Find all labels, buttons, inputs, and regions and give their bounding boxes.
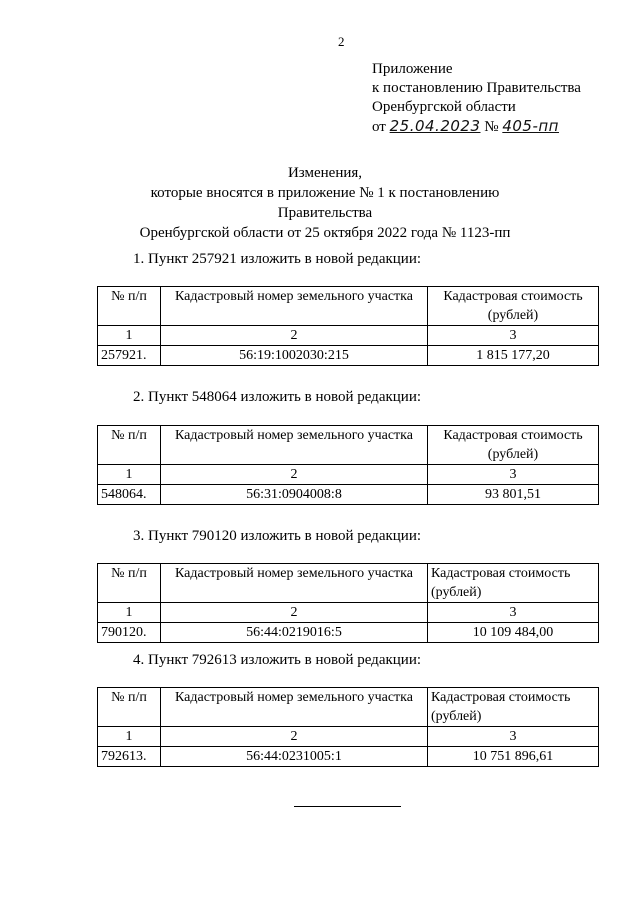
index-2: 2 xyxy=(161,465,428,485)
row-value: 10 109 484,00 xyxy=(428,623,599,643)
header-num: № п/п xyxy=(98,688,161,727)
index-3: 3 xyxy=(428,727,599,747)
appendix-date-line xyxy=(372,117,581,137)
index-1: 1 xyxy=(98,603,161,623)
index-3: 3 xyxy=(428,326,599,346)
header-value: Кадастровая стоимость (рублей) xyxy=(428,688,599,727)
index-2: 2 xyxy=(161,326,428,346)
appendix-header xyxy=(372,60,581,137)
page-number: 2 xyxy=(338,34,345,49)
index-2: 2 xyxy=(161,603,428,623)
header-num: № п/п xyxy=(98,287,161,326)
row-num: 792613. xyxy=(98,747,161,767)
table-index-row xyxy=(98,465,599,485)
table-header-row xyxy=(98,564,599,603)
table-index-row xyxy=(98,603,599,623)
row-value: 93 801,51 xyxy=(428,485,599,505)
row-value: 1 815 177,20 xyxy=(428,346,599,366)
table-row xyxy=(98,747,599,767)
header-num: № п/п xyxy=(98,564,161,603)
section-heading: 3. Пункт 790120 изложить в новой редакции: xyxy=(133,528,422,544)
row-cadastral: 56:44:0219016:5 xyxy=(161,623,428,643)
cadastral-table xyxy=(97,563,599,643)
appendix-line-3: Оренбургской области xyxy=(372,99,516,115)
row-num: 790120. xyxy=(98,623,161,643)
table-header-row xyxy=(98,426,599,465)
row-cadastral: 56:44:0231005:1 xyxy=(161,747,428,767)
table-row xyxy=(98,485,599,505)
row-value: 10 751 896,61 xyxy=(428,747,599,767)
handwritten-number: 405-пп xyxy=(502,117,559,135)
index-3: 3 xyxy=(428,603,599,623)
appendix-line-1: Приложение xyxy=(372,61,453,77)
section-heading: 2. Пункт 548064 изложить в новой редакции: xyxy=(133,389,422,405)
title-line-3: Оренбургской области от 25 октября 2022 года № 1123-пп xyxy=(139,225,511,241)
table-header-row xyxy=(98,287,599,326)
row-cadastral: 56:19:1002030:215 xyxy=(161,346,428,366)
index-2: 2 xyxy=(161,727,428,747)
section-heading: 1. Пункт 257921 изложить в новой редакции: xyxy=(133,251,422,267)
date-prefix: от xyxy=(372,119,386,135)
table-index-row xyxy=(98,326,599,346)
cadastral-table xyxy=(97,687,599,767)
row-cadastral: 56:31:0904008:8 xyxy=(161,485,428,505)
appendix-line-2: к постановлению Правительства xyxy=(372,80,581,96)
index-3: 3 xyxy=(428,465,599,485)
row-num: 257921. xyxy=(98,346,161,366)
closing-divider xyxy=(294,806,401,807)
table-row xyxy=(98,346,599,366)
cadastral-table xyxy=(97,286,599,366)
title-line-2: которые вносятся в приложение № 1 к постановлению Правительства xyxy=(150,185,500,221)
section-heading: 4. Пункт 792613 изложить в новой редакции: xyxy=(133,652,422,668)
table-header-row xyxy=(98,688,599,727)
header-value: Кадастровая стоимость (рублей) xyxy=(428,426,599,465)
index-1: 1 xyxy=(98,465,161,485)
table-row xyxy=(98,623,599,643)
index-1: 1 xyxy=(98,326,161,346)
header-cadastral: Кадастровый номер земельного участка xyxy=(161,688,428,727)
header-value: Кадастровая стоимость (рублей) xyxy=(428,287,599,326)
header-cadastral: Кадастровый номер земельного участка xyxy=(161,426,428,465)
header-num: № п/п xyxy=(98,426,161,465)
header-cadastral: Кадастровый номер земельного участка xyxy=(161,564,428,603)
title-line-1: Изменения, xyxy=(287,165,363,181)
number-sign: № xyxy=(484,119,499,135)
header-cadastral: Кадастровый номер земельного участка xyxy=(161,287,428,326)
header-value: Кадастровая стоимость (рублей) xyxy=(428,564,599,603)
handwritten-date: 25.04.2023 xyxy=(389,117,481,135)
index-1: 1 xyxy=(98,727,161,747)
document-title xyxy=(110,163,540,243)
row-num: 548064. xyxy=(98,485,161,505)
table-index-row xyxy=(98,727,599,747)
cadastral-table xyxy=(97,425,599,505)
